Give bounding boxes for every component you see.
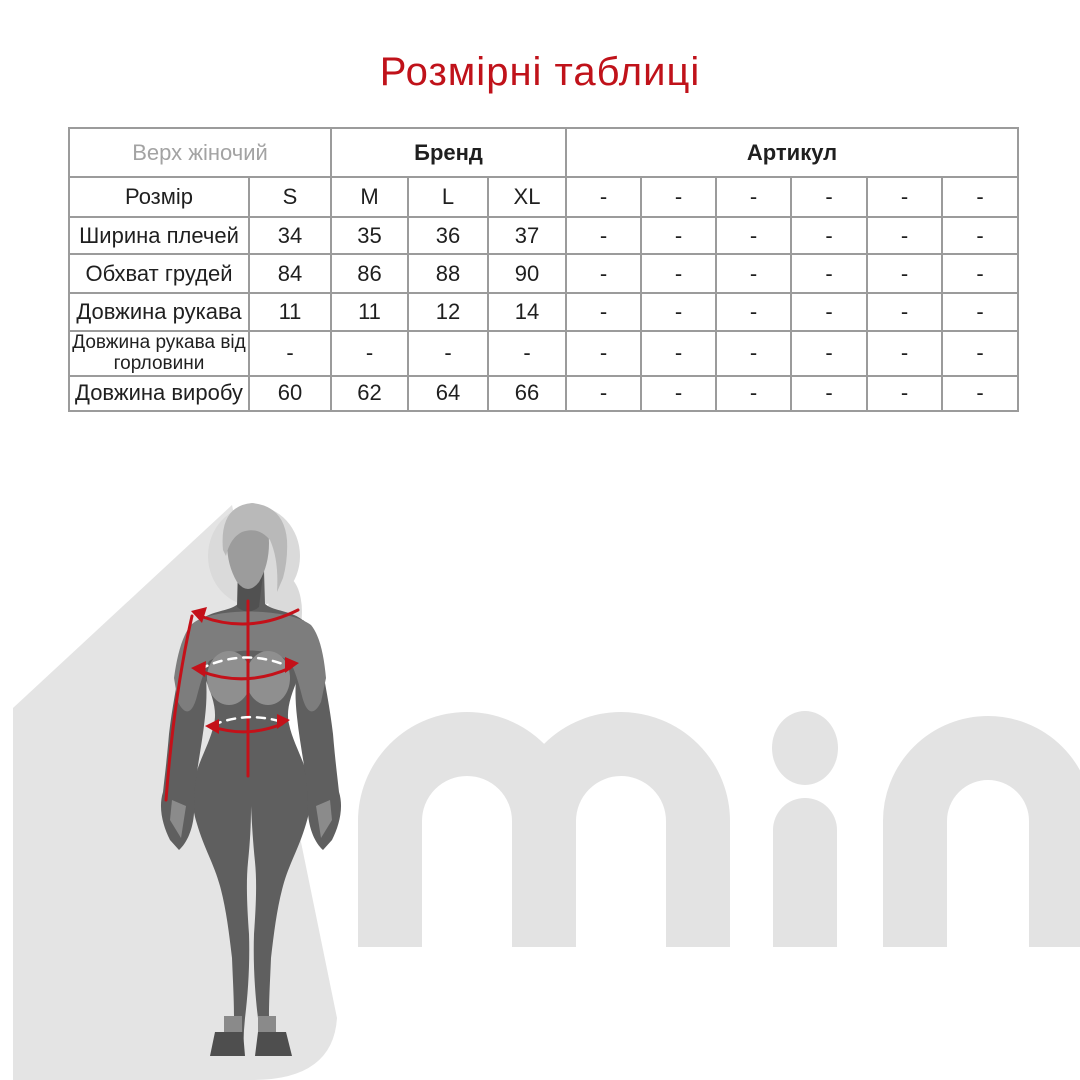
artikul-cell: - <box>716 376 791 411</box>
artikul-cell: - <box>867 376 942 411</box>
artikul-cell: - <box>566 177 641 217</box>
size-value-cell: M <box>331 177 408 217</box>
artikul-cell: - <box>566 217 641 254</box>
artikul-cell: - <box>566 254 641 293</box>
table-row <box>69 331 1018 376</box>
artikul-cell: - <box>716 177 791 217</box>
row-label: Ширина плечей <box>69 217 249 254</box>
artikul-cell: - <box>641 376 716 411</box>
row-label: Довжина рукава <box>69 293 249 331</box>
size-table <box>68 127 1019 412</box>
artikul-cell: - <box>791 331 867 376</box>
artikul-cell: - <box>791 376 867 411</box>
artikul-cell: - <box>641 177 716 217</box>
size-value-cell: 60 <box>249 376 331 411</box>
artikul-cell: - <box>716 254 791 293</box>
size-value-cell: 37 <box>488 217 566 254</box>
artikul-cell: - <box>867 177 942 217</box>
artikul-cell: - <box>942 293 1018 331</box>
artikul-cell: - <box>942 254 1018 293</box>
size-value-cell: S <box>249 177 331 217</box>
artikul-cell: - <box>641 293 716 331</box>
artikul-cell: - <box>942 177 1018 217</box>
watermark-letter-i-dot <box>772 711 838 785</box>
artikul-cell: - <box>716 293 791 331</box>
artikul-cell: - <box>942 331 1018 376</box>
artikul-cell: - <box>791 293 867 331</box>
size-value-cell: 35 <box>331 217 408 254</box>
size-value-cell: 90 <box>488 254 566 293</box>
row-label: Довжина виробу <box>69 376 249 411</box>
artikul-cell: - <box>566 376 641 411</box>
size-value-cell: 12 <box>408 293 488 331</box>
artikul-cell: - <box>867 254 942 293</box>
size-value-cell: - <box>249 331 331 376</box>
header-brand: Бренд <box>331 128 566 177</box>
table-row <box>69 376 1018 411</box>
size-value-cell: 62 <box>331 376 408 411</box>
artikul-cell: - <box>566 293 641 331</box>
left-shoe <box>210 1032 245 1056</box>
watermark-letter-m <box>390 744 698 947</box>
artikul-cell: - <box>867 293 942 331</box>
size-value-cell: 36 <box>408 217 488 254</box>
artikul-cell: - <box>867 217 942 254</box>
size-value-cell: - <box>408 331 488 376</box>
size-value-cell: 88 <box>408 254 488 293</box>
artikul-cell: - <box>942 376 1018 411</box>
artikul-cell: - <box>942 217 1018 254</box>
header-product-type: Верх жіночий <box>69 128 331 177</box>
header-artikul: Артикул <box>566 128 1018 177</box>
table-header-row <box>69 128 1018 177</box>
size-value-cell: 11 <box>331 293 408 331</box>
watermark-letter-i-stem <box>773 798 837 947</box>
artikul-cell: - <box>791 177 867 217</box>
row-label: Обхват грудей <box>69 254 249 293</box>
size-value-cell: 34 <box>249 217 331 254</box>
artikul-cell: - <box>791 217 867 254</box>
table-row <box>69 254 1018 293</box>
size-value-cell: 84 <box>249 254 331 293</box>
size-value-cell: - <box>488 331 566 376</box>
size-value-cell: XL <box>488 177 566 217</box>
row-label: Довжина рукава від горловини <box>69 331 249 376</box>
size-value-cell: 66 <box>488 376 566 411</box>
artikul-cell: - <box>716 217 791 254</box>
watermark-letter-n <box>915 748 1061 947</box>
size-value-cell: - <box>331 331 408 376</box>
right-shoe <box>255 1032 292 1056</box>
size-value-cell: L <box>408 177 488 217</box>
right-ankle <box>258 1016 276 1033</box>
table-row <box>69 293 1018 331</box>
size-value-cell: 86 <box>331 254 408 293</box>
artikul-cell: - <box>716 331 791 376</box>
left-ankle <box>224 1016 242 1033</box>
artikul-cell: - <box>566 331 641 376</box>
artikul-cell: - <box>641 217 716 254</box>
page-title: Розмірні таблиці <box>379 50 701 94</box>
artikul-cell: - <box>641 331 716 376</box>
size-value-cell: 11 <box>249 293 331 331</box>
watermark-min <box>390 711 1061 947</box>
table-row <box>69 177 1018 217</box>
size-value-cell: 64 <box>408 376 488 411</box>
table-row <box>69 217 1018 254</box>
artikul-cell: - <box>867 331 942 376</box>
row-label: Розмір <box>69 177 249 217</box>
artikul-cell: - <box>641 254 716 293</box>
artikul-cell: - <box>791 254 867 293</box>
size-value-cell: 14 <box>488 293 566 331</box>
